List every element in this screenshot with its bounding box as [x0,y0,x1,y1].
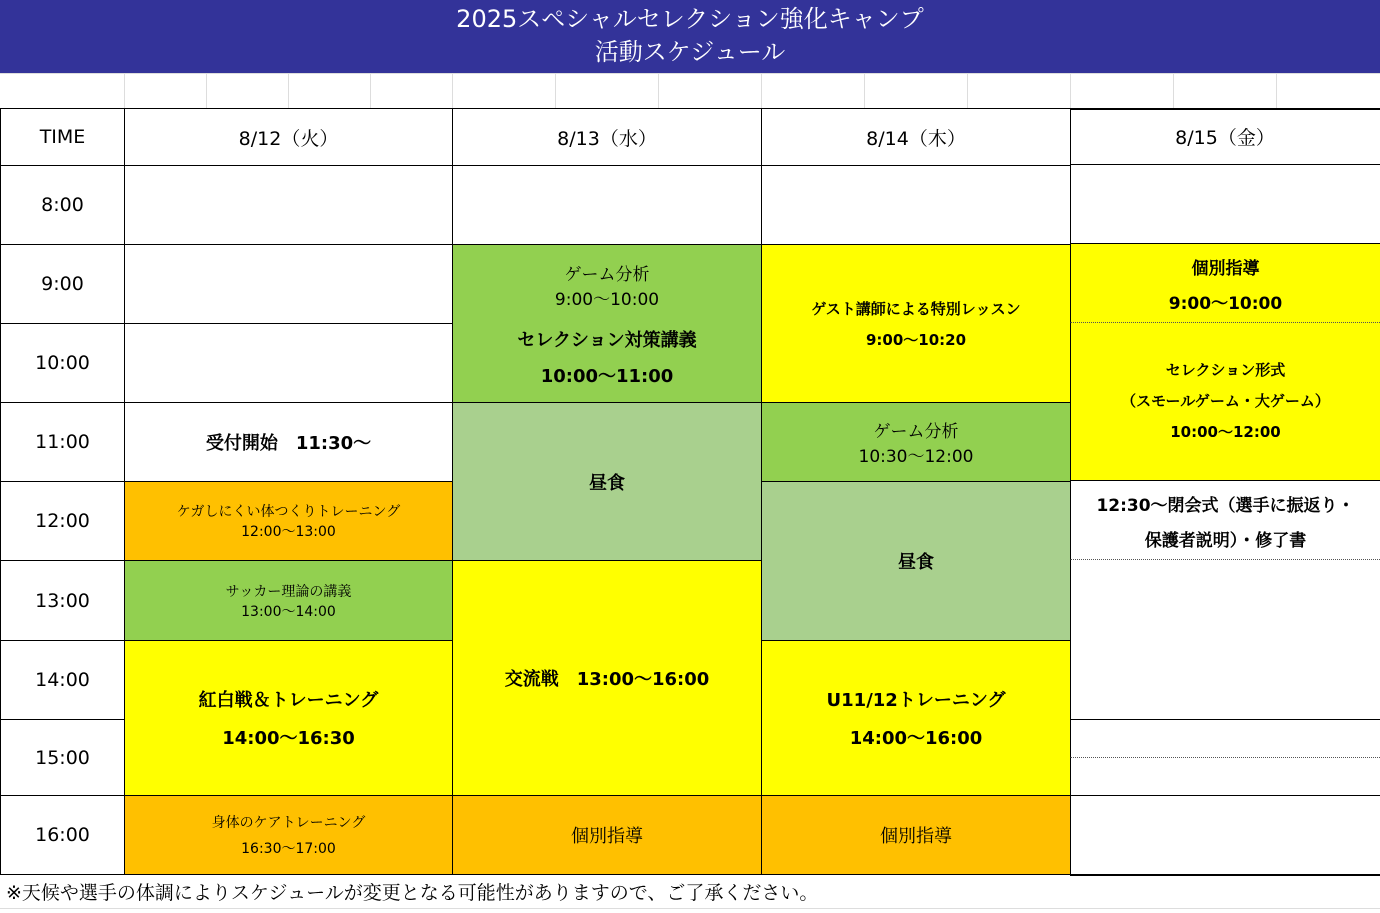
time-label: 8:00 [1,166,125,245]
event-u11-training-0814 [762,641,1071,796]
day-header-0815: 8/15（金） [1070,108,1380,165]
time-label: 11:00 [1,403,125,482]
empty-slot [125,324,453,403]
time-label: 10:00 [1,324,125,403]
event-guest-lesson-0814 [762,245,1071,403]
event-title: サッカー理論の講義 [225,583,352,600]
sheet-gridline [1070,73,1071,108]
time-label: 13:00 [1,561,125,641]
page-title: 2025スペシャルセレクション強化キャンプ [456,5,924,33]
empty-slot [1070,165,1380,244]
event-individual-0814: 個別指導 [762,796,1071,875]
event-analysis-lecture-0813 [453,245,762,403]
event-care-training-0812 [125,796,453,875]
event-lunch-0813: 昼食 [453,403,762,561]
sheet-gridline [1276,73,1277,108]
event-title: 12:30～閉会式（選手に振返り・ [1096,496,1355,516]
title-banner [0,0,1380,73]
event-title: ゲーム分析 [873,422,959,442]
time-label: 15:00 [1,720,125,796]
time-label: 16:00 [1,796,125,875]
empty-slot [762,166,1071,245]
day-header-0813: 8/13（水） [453,109,762,166]
event-title: 紅白戦＆トレーニング [198,690,379,711]
empty-slot [1070,560,1380,720]
event-time: 10:00～12:00 [1170,423,1281,441]
event-title: ゲスト講師による特別レッスン [811,299,1021,318]
empty-slot [1070,720,1380,758]
empty-slot [453,166,762,245]
event-selection-game-0815 [1070,323,1380,481]
sheet-gridline [967,73,968,108]
page-subtitle: 活動スケジュール [594,38,786,66]
event-match-training-0812 [125,641,453,796]
event-subtitle: （スモールゲーム・大ゲーム） [1121,392,1330,410]
event-time: 9:00～10:00 [554,289,660,310]
event-time: 16:30～17:00 [241,841,336,857]
empty-slot [1070,758,1380,796]
event-time: 14:00～16:00 [849,728,983,749]
event-closing-ceremony-0815 [1070,481,1380,560]
sheet-gridline [658,73,659,108]
schedule-table [0,108,1071,875]
event-time: 10:30～12:00 [858,447,974,467]
empty-slot [125,245,453,324]
sheet-gridline [452,73,453,108]
time-label: 14:00 [1,641,125,720]
event-time: 12:00～13:00 [241,524,336,540]
time-header: TIME [1,109,125,166]
sheet-gridline [370,73,371,108]
sheet-gridline [1173,73,1174,108]
event-injury-training-0812 [125,482,453,561]
event-time: 13:00～14:00 [241,603,336,620]
event-time: 14:00～16:30 [222,728,355,749]
event-time: 10:00～11:00 [540,365,674,387]
sheet-gridline [864,73,865,108]
empty-slot [1070,796,1380,876]
event-title: ケガしにくい体つくりトレーニング [176,504,401,520]
empty-slot [125,166,453,245]
sheet-gridline [288,73,289,108]
event-title: セレクション形式 [1165,361,1286,379]
event-title: 保護者説明）・修了書 [1144,531,1307,551]
event-title: U11/12トレーニング [826,690,1006,711]
sheet-gridline [124,73,125,108]
time-label: 12:00 [1,482,125,561]
event-theory-lecture-0812 [125,561,453,641]
event-title: 個別指導 [1191,259,1260,279]
sheet-gridline [0,908,1380,909]
day-header-0812: 8/12（火） [125,109,453,166]
sheet-gridline [206,73,207,108]
event-individual-0815 [1070,244,1380,323]
event-title: ゲーム分析 [564,264,650,285]
event-individual-0813: 個別指導 [453,796,762,875]
sheet-gridline [761,73,762,108]
sheet-gridline [555,73,556,108]
event-title: 身体のケアトレーニング [211,815,366,831]
time-label: 9:00 [1,245,125,324]
event-time: 9:00～10:00 [1168,294,1283,314]
event-analysis-0814 [762,403,1071,482]
event-title: セレクション対策講義 [517,329,697,351]
footer-note: ※天候や選手の体調によりスケジュールが変更となる可能性がありますので、ご了承ください。 [6,882,819,904]
event-time: 9:00～10:20 [865,330,967,349]
day-header-0814: 8/14（木） [762,109,1071,166]
event-exchange-match-0813: 交流戦 13:00～16:00 [453,561,762,796]
event-reception-0812: 受付開始 11:30～ [125,403,453,482]
event-lunch-0814: 昼食 [762,482,1071,641]
